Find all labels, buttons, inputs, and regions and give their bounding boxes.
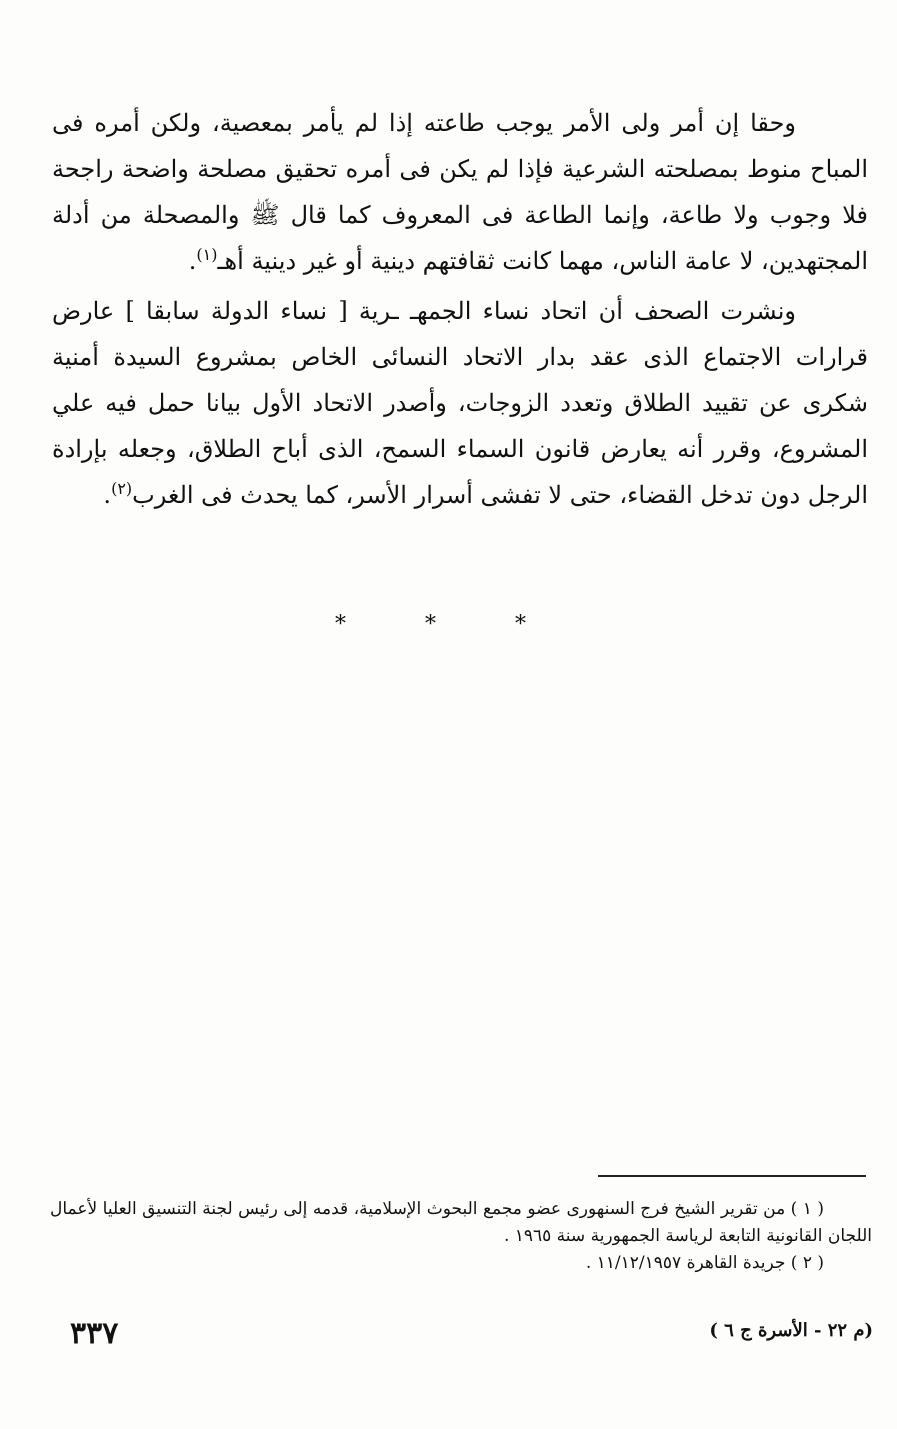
main-text [52,100,868,518]
footnotes [50,1196,872,1277]
footnote-divider [598,1175,866,1177]
paragraph-1-text: وحقا إن أمر ولى الأمر يوجب طاعته إذا لم يأمر بمعصية، ولكن أمره فى المباح منوط بمصلحته الشرعية فإذا لم يكن فى أمره تحقيق مصلحة واضحة راجحة فلا وجوب ولا طاعة، وإنما الطاعة فى المعروف كما قال ﷺ والمصحلة من أدلة المجتهدين، لا عامة الناس، مهما كانت ثقافتهم دينية أو غير دينية أهـ [52,109,868,275]
paragraph-2-end: . [103,481,112,509]
paragraph-1 [52,100,868,284]
footnote-1: ( ١ ) من تقرير الشيخ فرج السنهورى عضو مجمع البحوث الإسلامية، قدمه إلى رئيس لجنة التنسيق العليا لأعمال اللجان القانونية التابعة لرياسة الجمهورية سنة ١٩٦٥ . [50,1199,872,1246]
signature-mark: (م ٢٢ - الأسرة ج ٦ ) [709,1320,873,1341]
footnote-2: ( ٢ ) جريدة القاهرة ١١/١٢/١٩٥٧ . [585,1253,824,1273]
section-separator: * * * [335,612,562,637]
paragraph-2 [52,288,868,518]
paragraph-2-text: ونشرت الصحف أن اتحاد نساء الجمهـ ـرية [ نساء الدولة سابقا ] عارض قرارات الاجتماع الذى عقد بدار الاتحاد النسائى الخاص بمشروع السيدة أمنية شكرى عن تقييد الطلاق وتعدد الزوجات، وأصدر الاتحاد الأول بيانا حمل فيه علي المشروع، وقرر أنه يعارض قانون السماء السمح، الذى أباح الطلاق، وجعله بإرادة الرجل دون تدخل القضاء، حتى لا تفشى أسرار الأسر، كما يحدث فى الغرب [52,297,868,509]
paragraph-1-end: . [188,247,197,275]
page-footer [0,1318,897,1354]
page-number: ٣٣٧ [70,1316,119,1351]
footnote-ref-1: (١) [196,245,218,264]
footnote-ref-2: (٢) [111,479,133,498]
